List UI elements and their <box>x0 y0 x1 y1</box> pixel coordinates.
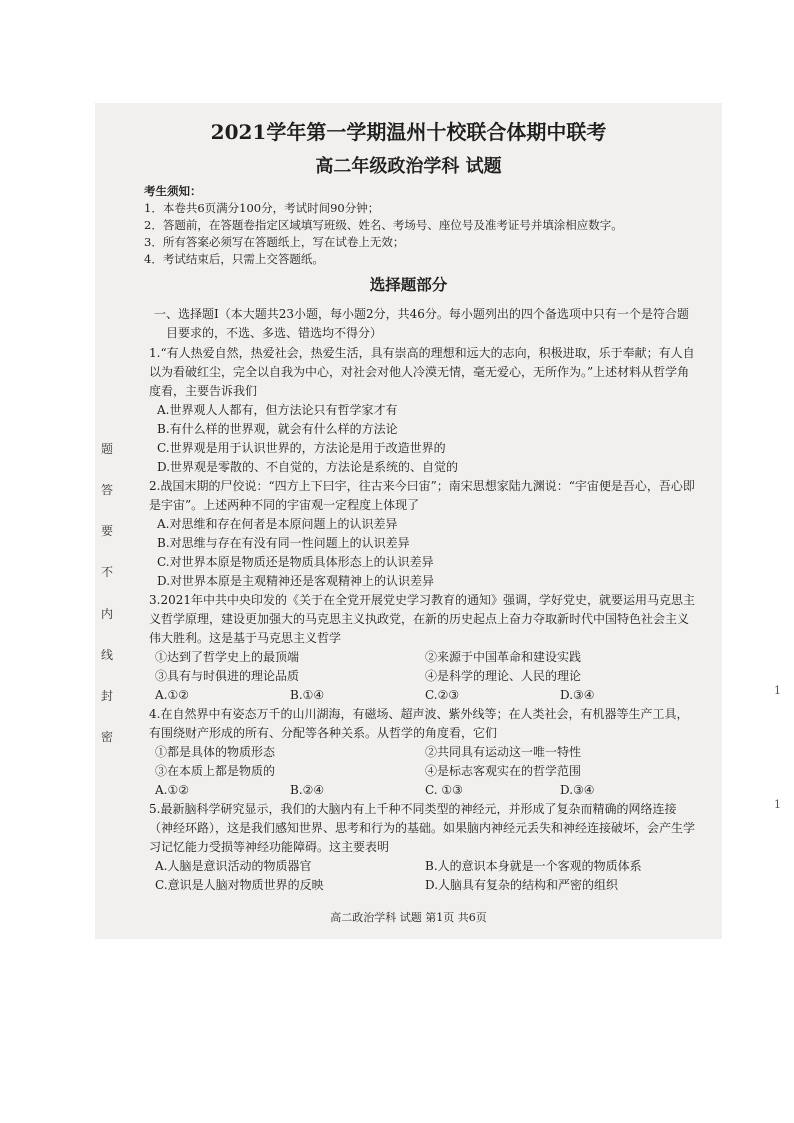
choice-c: C.②③ <box>425 688 460 702</box>
option-b: B.有什么样的世界观，就会有什么样的方法论 <box>157 422 398 436</box>
question-stem: 3.2021年中共中央印发的《关于在全党开展党史学习教育的通知》强调，学好党史，就要运用马克思主义哲学原理，建设更加强大的马克思主义执政党，在新的历史起点上奋力夺取新时代中国特色社会主义伟大胜利。这是基于马克思主义哲学 <box>149 593 695 645</box>
choice-row <box>139 781 695 800</box>
choice-a: A.人脑是意识活动的物质器官 <box>155 859 312 873</box>
statement: ①达到了哲学史上的最顶端 <box>155 650 300 664</box>
statement: ④是标志客观实在的哲学范围 <box>425 764 582 778</box>
exam-notice <box>144 183 623 268</box>
question-3 <box>139 591 695 705</box>
question-4 <box>139 705 695 800</box>
option-b: B.对思维与存在有没有同一性问题上的认识差异 <box>157 536 410 550</box>
choice-row <box>139 686 695 705</box>
binding-line <box>95 443 119 743</box>
binding-char: 答 <box>100 483 113 498</box>
option-a: A.世界观人人都有，但方法论只有哲学家才有 <box>157 403 398 417</box>
question-stem: 1.“有人热爱自然，热爱社会，热爱生活，具有崇高的理想和远大的志向，积极进取，乐于奉献；有人自以为看破红尘，完全以自我为中心，对社会对他人冷漠无情，毫无爱心，无所作为。”上述材料从哲学角度看，主要告诉我们 <box>149 346 695 398</box>
part-heading: 一、选择题Ⅰ（本大题共23小题，每小题2分，共46分。每小题列出的四个备选项中只有一个是符合题目要求的，不选、多选、错选均不得分） <box>154 307 689 340</box>
choice-d: D.③④ <box>560 688 595 702</box>
choice-d: D.③④ <box>560 783 595 797</box>
option-d: D.世界观是零散的、不自觉的，方法论是系统的、自觉的 <box>157 460 459 474</box>
notice-item: 4．考试结束后，只需上交答题纸。 <box>144 252 324 266</box>
question-area <box>139 305 695 895</box>
section-title: 选择题部分 <box>369 275 448 294</box>
notice-item: 3．所有答案必须写在答题纸上，写在试卷上无效； <box>144 235 405 249</box>
statement: ②来源于中国革命和建设实践 <box>425 650 582 664</box>
question-stem: 4.在自然界中有姿态万千的山川湖海，有磁场、超声波、紫外线等；在人类社会，有机器等生产工具，有围绕财产形成的所有、分配等各种关系。从哲学的角度看，它们 <box>149 707 689 740</box>
notice-item: 1．本卷共6页满分100分，考试时间90分钟； <box>144 201 380 215</box>
edge-mark: 1 <box>774 798 781 811</box>
question-1 <box>139 344 695 477</box>
page-footer: 高二政治学科 试题 第1页 共6页 <box>330 911 487 924</box>
option-d: D.对世界本原是主观精神还是客观精神上的认识差异 <box>157 574 435 588</box>
question-stem: 2.战国末期的尸佼说：“四方上下曰宇，往古来今曰宙”；南宋思想家陆九渊说：“宇宙便是吾心，吾心即是宇宙”。上述两种不同的宇宙观一定程度上体现了 <box>149 479 695 512</box>
binding-char: 密 <box>100 729 113 744</box>
statement: ④是科学的理论、人民的理论 <box>425 669 582 683</box>
page-title: 2021学年第一学期温州十校联合体期中联考 <box>210 120 607 144</box>
statement-list <box>139 648 695 686</box>
binding-char: 封 <box>100 688 113 703</box>
choice-b: B.①④ <box>290 688 325 702</box>
choice-c: C. ①③ <box>425 783 463 797</box>
binding-char: 不 <box>100 565 113 580</box>
statement: ③具有与时俱进的理论品质 <box>155 669 300 683</box>
exam-sheet <box>95 103 722 939</box>
statement: ③在本质上都是物质的 <box>155 764 276 778</box>
page-subtitle: 高二年级政治学科 试题 <box>315 156 502 177</box>
question-2 <box>139 477 695 591</box>
statement-list <box>139 743 695 781</box>
question-5 <box>139 800 695 895</box>
binding-char: 要 <box>100 524 113 539</box>
statement: ①都是具体的物质形态 <box>155 745 276 759</box>
option-c: C.世界观是用于认识世界的，方法论是用于改造世界的 <box>157 441 446 455</box>
choice-list <box>139 857 695 895</box>
option-a: A.对思维和存在何者是本原问题上的认识差异 <box>157 517 398 531</box>
edge-mark: 1 <box>774 684 781 697</box>
choice-a: A.①② <box>155 783 189 797</box>
statement: ②共同具有运动这一唯一特性 <box>425 745 582 759</box>
choice-d: D.人脑具有复杂的结构和严密的组织 <box>425 878 619 892</box>
choice-b: B.②④ <box>290 783 325 797</box>
question-stem: 5.最新脑科学研究显示，我们的大脑内有上千种不同类型的神经元，并形成了复杂而精确的网络连接（神经环路），这是我们感知世界、思考和行为的基础。如果脑内神经元丢失和神经连接破坏，会产生学习记忆能力受损等神经功能障碍。这主要表明 <box>149 802 696 854</box>
binding-char: 题 <box>100 442 113 456</box>
choice-a: A.①② <box>155 688 189 702</box>
notice-heading: 考生须知： <box>144 184 202 198</box>
choice-c: C.意识是人脑对物质世界的反映 <box>155 878 324 892</box>
binding-char: 内 <box>100 606 113 621</box>
notice-item: 2．答题前，在答题卷指定区域填写班级、姓名、考场号、座位号及准考证号并填涂相应数字。 <box>144 218 623 232</box>
choice-b: B.人的意识本身就是一个客观的物质体系 <box>425 859 642 873</box>
binding-char: 线 <box>100 647 113 662</box>
option-c: C.对世界本原是物质还是物质具体形态上的认识差异 <box>157 555 434 569</box>
